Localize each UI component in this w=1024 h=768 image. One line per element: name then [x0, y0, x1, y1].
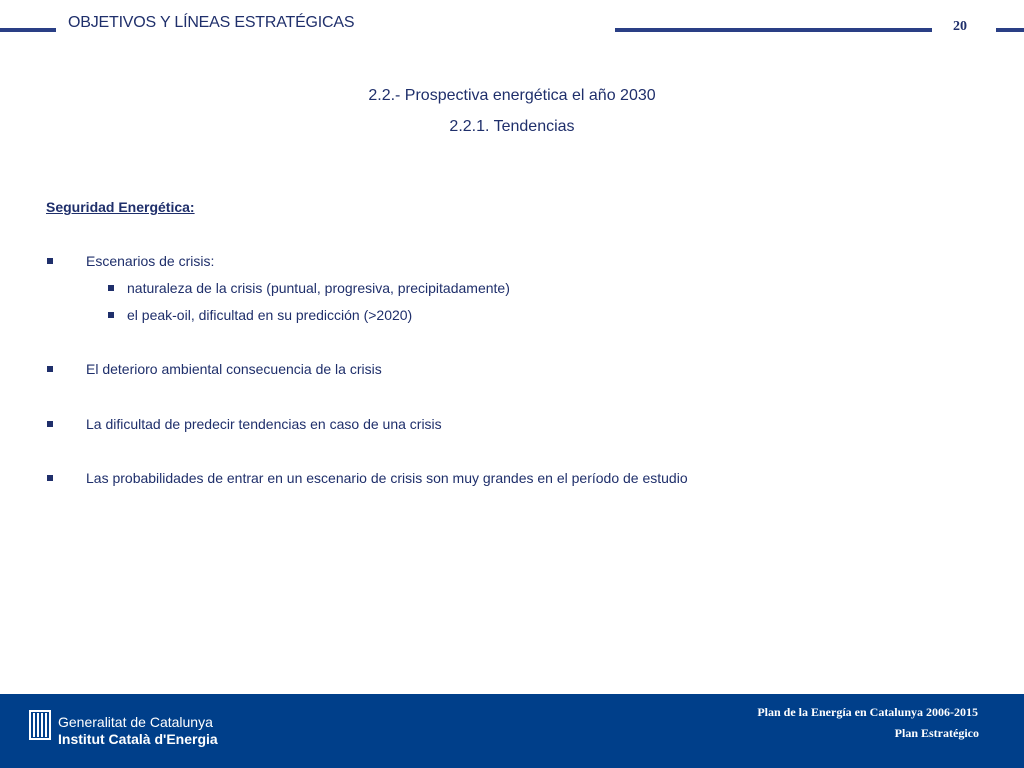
logo-text-generalitat: Generalitat de Catalunya	[58, 714, 213, 730]
list-subitem: el peak-oil, dificultad en su predicción (>2020)	[127, 307, 413, 323]
generalitat-stripes-icon	[29, 710, 51, 740]
footer-plan-title: Plan de la Energía en Catalunya 2006-2015	[757, 705, 978, 719]
page-header-title: OBJETIVOS Y LÍNEAS ESTRATÉGICAS	[68, 14, 355, 31]
list-subitem: naturaleza de la crisis (puntual, progresiva, precipitadamente)	[127, 280, 510, 296]
header-rule-middle	[615, 28, 932, 32]
square-bullet-icon	[47, 421, 53, 427]
section-title: Seguridad Energética:	[46, 199, 195, 215]
list-item: La dificultad de predecir tendencias en caso de una crisis	[86, 416, 442, 432]
logo-text-institut: Institut Català d'Energia	[58, 731, 218, 747]
square-bullet-icon	[47, 475, 53, 481]
footer-plan-subtitle: Plan Estratégico	[894, 726, 979, 740]
page-number: 20	[953, 19, 967, 34]
footer-bar	[0, 694, 1024, 768]
subsection-heading: 2.2.1. Tendencias	[449, 118, 575, 135]
list-item: Escenarios de crisis:	[86, 253, 215, 269]
square-bullet-icon	[108, 312, 114, 318]
header-rule-left	[0, 28, 56, 32]
square-bullet-icon	[47, 258, 53, 264]
square-bullet-icon	[108, 285, 114, 291]
list-item: El deterioro ambiental consecuencia de la crisis	[86, 361, 382, 377]
square-bullet-icon	[47, 366, 53, 372]
header-rule-right	[996, 28, 1024, 32]
section-heading: 2.2.- Prospectiva energética el año 2030	[368, 87, 656, 104]
list-item: Las probabilidades de entrar en un escenario de crisis son muy grandes en el período de estudio	[86, 470, 688, 486]
